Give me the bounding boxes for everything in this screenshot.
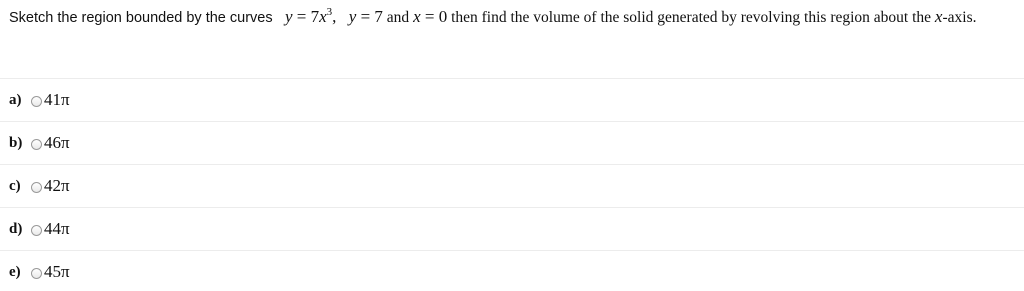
eq1-x: x <box>319 7 327 26</box>
option-value: 46π <box>44 133 70 152</box>
option-letter: c) <box>9 177 21 194</box>
radio-button-a[interactable] <box>31 96 42 107</box>
question-text <box>9 6 1017 29</box>
question-part4: -axis. <box>942 9 977 26</box>
option-value: 41π <box>44 90 70 109</box>
option-letter: a) <box>9 91 22 108</box>
question-part2: then find the volume of the solid generated by revolving this region about <box>451 9 909 26</box>
eq1-y: y <box>284 7 293 26</box>
equation-3 <box>413 7 447 26</box>
radio-button-c[interactable] <box>31 182 42 193</box>
option-e[interactable] <box>9 261 70 283</box>
radio-button-e[interactable] <box>31 268 42 279</box>
eq2-rest: = 7 <box>360 7 383 26</box>
divider <box>0 207 1024 208</box>
question-part1: Sketch the region bounded by the curves <box>9 10 273 26</box>
option-letter: d) <box>9 220 23 237</box>
eq1-rest: = 7 <box>296 7 320 26</box>
option-letter: e) <box>9 263 21 280</box>
eq1-exponent: 3 <box>326 6 333 18</box>
radio-button-b[interactable] <box>31 139 42 150</box>
option-d[interactable] <box>9 218 70 240</box>
divider <box>0 250 1024 251</box>
divider <box>0 78 1024 79</box>
option-c[interactable] <box>9 175 70 197</box>
axis-variable: x <box>934 7 943 26</box>
option-a[interactable] <box>9 89 70 111</box>
divider <box>0 164 1024 165</box>
radio-button-d[interactable] <box>31 225 42 236</box>
eq3-rest: = 0 <box>424 7 448 26</box>
equation-2 <box>340 7 383 26</box>
option-value: 45π <box>44 262 70 281</box>
eq1-comma: , <box>332 7 337 26</box>
eq3-x: x <box>413 7 421 26</box>
option-value: 44π <box>44 219 70 238</box>
option-letter: b) <box>9 134 23 151</box>
option-b[interactable] <box>9 132 70 154</box>
divider <box>0 121 1024 122</box>
equation-1 <box>276 7 336 26</box>
option-value: 42π <box>44 176 70 195</box>
eq2-y: y <box>348 7 357 26</box>
and-text: and <box>386 9 410 26</box>
question-part3: the <box>912 9 932 26</box>
